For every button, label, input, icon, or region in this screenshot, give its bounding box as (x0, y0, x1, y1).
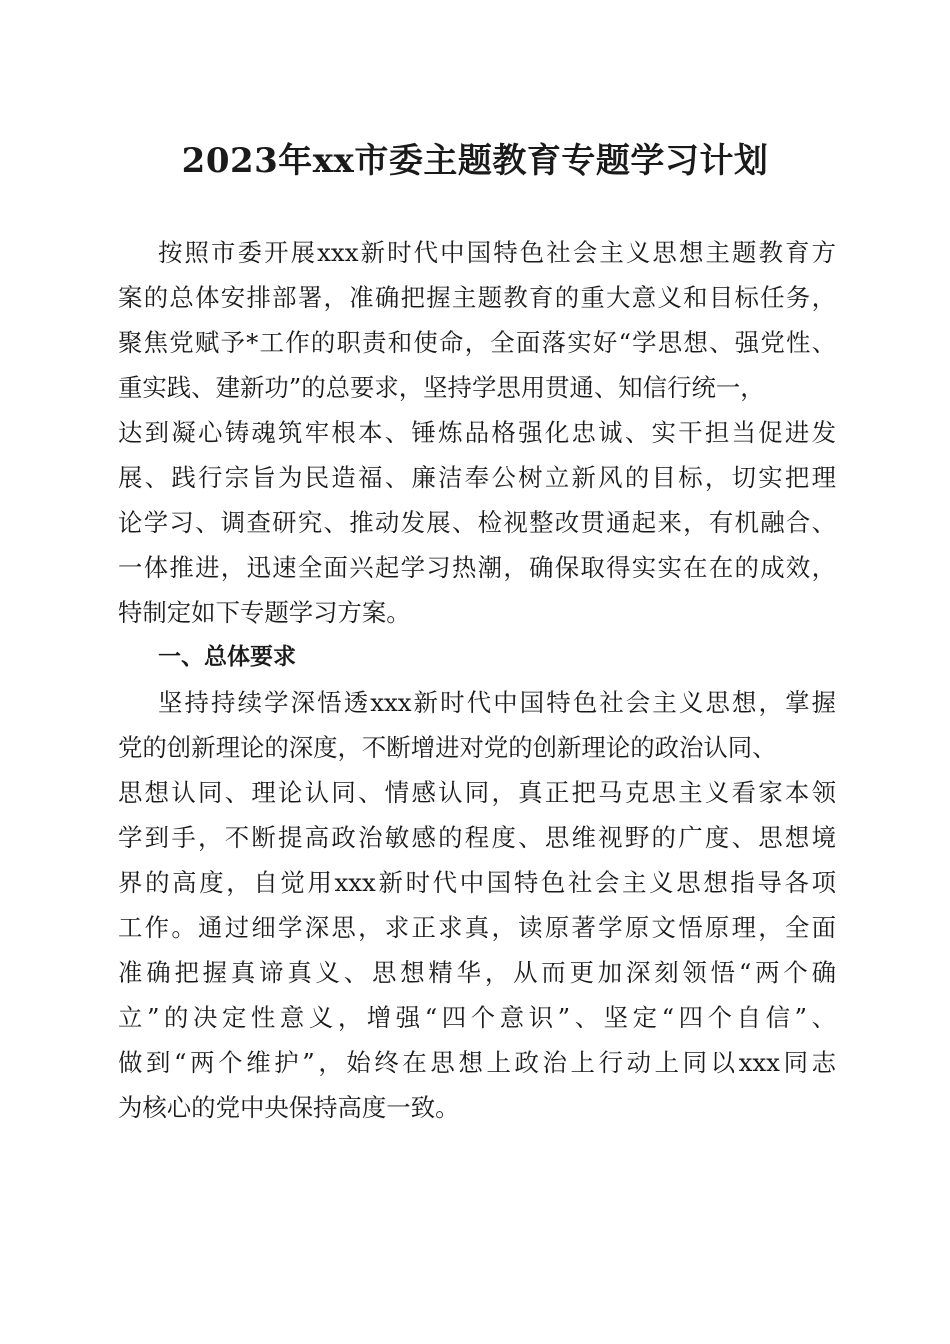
paragraph-line: 党的创新理论的深度，不断增进对党的创新理论的政治认同、 (118, 733, 777, 762)
paragraph-line: 聚焦党赋予*工作的职责和使命，全面落实好“学思想、强党性、 (118, 328, 836, 357)
paragraph-line: 案的总体安排部署，准确把握主题教育的重大意义和目标任务， (118, 283, 836, 312)
paragraph-line: 按照市委开展xxx新时代中国特色社会主义思想主题教育方 (158, 238, 836, 267)
paragraph-line: 工作。通过细学深思，求正求真，读原著学原文悟原理，全面 (118, 913, 836, 942)
paragraph-line: 达到凝心铸魂筑牢根本、锤炼品格强化忠诚、实干担当促进发 (118, 418, 836, 447)
paragraph-line: 展、践行宗旨为民造福、廉洁奉公树立新风的目标，切实把理 (118, 463, 836, 492)
paragraph-line: 论学习、调查研究、推动发展、检视整改贯通起来，有机融合、 (118, 508, 836, 537)
paragraph-line: 为核心的党中央保持高度一致。 (118, 1093, 460, 1122)
paragraph-line: 重实践、建新功”的总要求，坚持学思用贯通、知信行统一， (118, 373, 765, 402)
paragraph-line: 特制定如下专题学习方案。 (118, 598, 411, 627)
paragraph-line: 思想认同、理论认同、情感认同，真正把马克思主义看家本领 (118, 778, 836, 807)
document-title: 2023年xx市委主题教育专题学习计划 (181, 141, 769, 181)
document-body (118, 230, 836, 1130)
paragraph-line: 立”的决定性意义，增强“四个意识”、坚定“四个自信”、 (118, 1003, 836, 1032)
paragraph-line: 界的高度，自觉用xxx新时代中国特色社会主义思想指导各项 (118, 868, 836, 897)
paragraph-line: 做到“两个维护”，始终在思想上政治上行动上同以xxx同志 (118, 1048, 836, 1077)
paragraph-line: 一体推进，迅速全面兴起学习热潮，确保取得实实在在的成效， (118, 553, 836, 582)
paragraph-line: 准确把握真谛真义、思想精华，从而更加深刻领悟“两个确 (118, 958, 836, 987)
section1-paragraph (118, 680, 836, 1130)
paragraph-line: 坚持持续学深悟透xxx新时代中国特色社会主义思想，掌握 (158, 688, 836, 717)
intro-paragraph (118, 230, 836, 635)
section-heading: 一、总体要求 (158, 644, 296, 670)
paragraph-line: 学到手，不断提高政治敏感的程度、思维视野的广度、思想境 (118, 823, 836, 852)
